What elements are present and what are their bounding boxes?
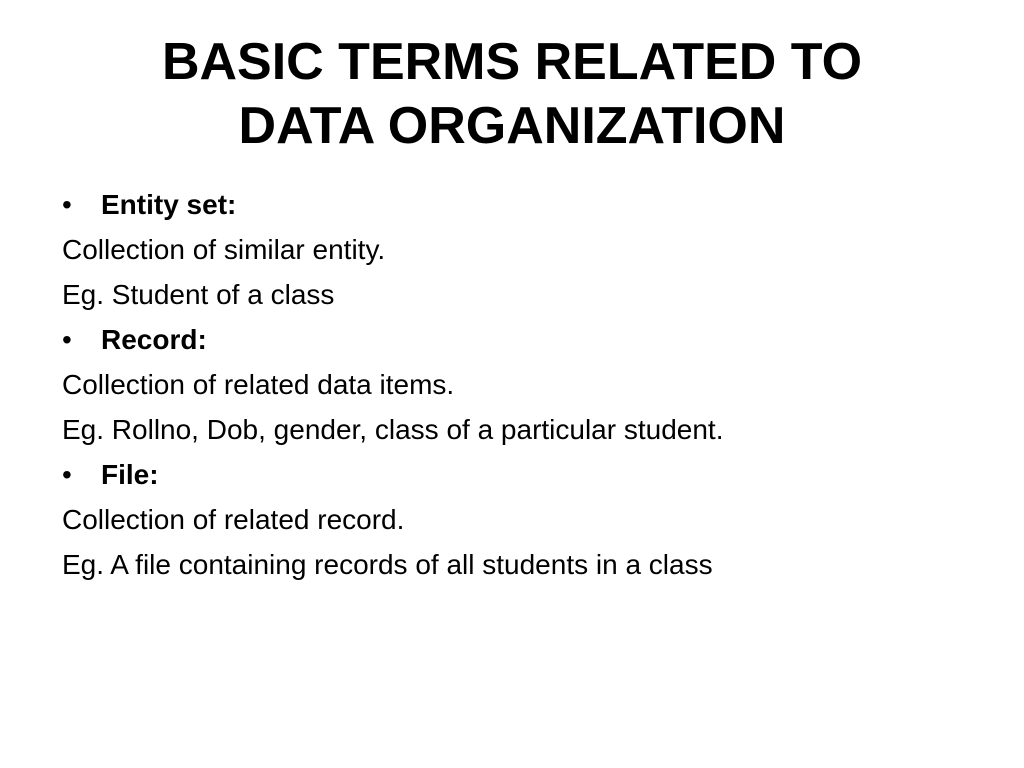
title-line-1: BASIC TERMS RELATED TO xyxy=(161,33,863,91)
bullet-record xyxy=(62,317,992,362)
term-example: Eg. Rollno, Dob, gender, class of a particular student. xyxy=(62,414,724,445)
slide-content xyxy=(62,182,992,587)
title-line-2: DATA ORGANIZATION xyxy=(238,97,786,155)
bullet-entity-set xyxy=(62,182,992,227)
term-definition: Collection of related record. xyxy=(62,504,405,535)
slide-title xyxy=(40,30,984,158)
term-heading: Entity set: xyxy=(101,189,237,220)
bullet-dot-icon: • xyxy=(62,189,72,220)
bullet-dot-icon: • xyxy=(62,324,72,355)
bullet-file xyxy=(62,452,992,497)
term-example: Eg. Student of a class xyxy=(62,279,335,310)
term-example: Eg. A file containing records of all students in a class xyxy=(62,549,713,580)
term-heading: Record: xyxy=(101,324,207,355)
term-heading: File: xyxy=(101,459,159,490)
bullet-dot-icon: • xyxy=(62,459,72,490)
term-definition: Collection of similar entity. xyxy=(62,234,386,265)
term-definition: Collection of related data items. xyxy=(62,369,455,400)
